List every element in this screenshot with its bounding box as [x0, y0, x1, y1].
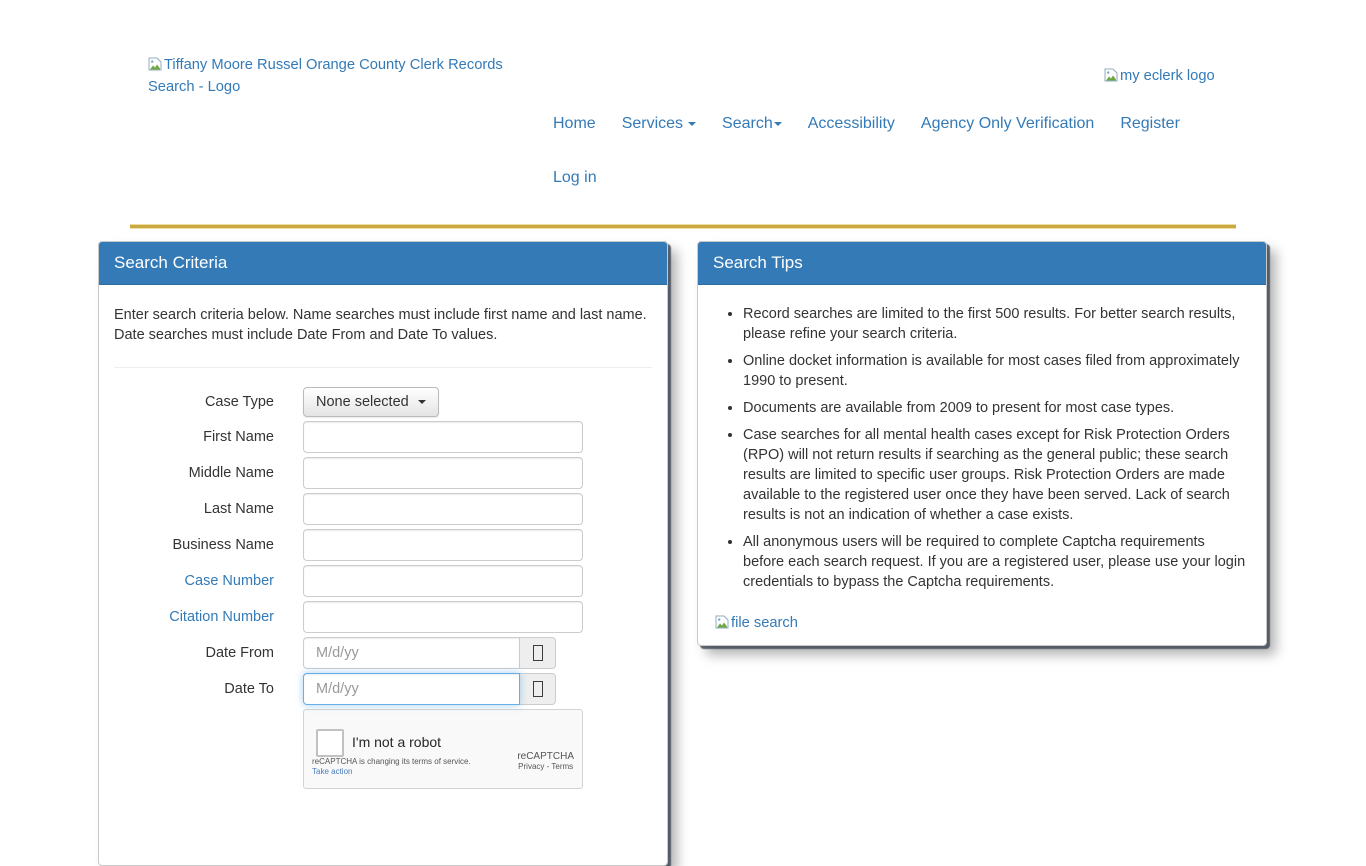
case-type-label: Case Type — [204, 394, 274, 410]
recaptcha-widget — [303, 709, 583, 789]
nav-item-agency-only-verification[interactable]: Agency Only Verification — [920, 115, 1095, 132]
header-divider — [130, 225, 1236, 228]
case-type-dropdown[interactable]: None selected — [303, 387, 439, 417]
case-number-input[interactable] — [303, 565, 583, 597]
date-from-calendar-button[interactable] — [519, 637, 556, 669]
file-search-image — [715, 615, 798, 633]
search-criteria-panel — [98, 241, 668, 866]
broken-image-icon — [1104, 68, 1118, 86]
middle-name-input[interactable] — [303, 457, 583, 489]
broken-image-icon — [148, 57, 162, 77]
search-criteria-title: Search Criteria — [99, 242, 667, 285]
nav-item-home[interactable]: Home — [553, 115, 596, 132]
site-logo-link[interactable] — [148, 55, 548, 97]
nav-item-accessibility[interactable]: Accessibility — [807, 115, 895, 132]
chevron-down-icon — [688, 122, 696, 126]
first-name-label: First Name — [203, 429, 274, 445]
middle-name-label: Middle Name — [188, 465, 274, 481]
recaptcha-notice: reCAPTCHA is changing its terms of service. Take action — [312, 757, 471, 776]
calendar-icon — [533, 681, 543, 697]
chevron-down-icon — [774, 122, 782, 126]
last-name-input[interactable] — [303, 493, 583, 525]
business-name-label: Business Name — [172, 537, 274, 553]
eclerk-logo-link[interactable] — [1104, 68, 1215, 86]
recaptcha-label: I'm not a robot — [352, 734, 442, 750]
last-name-label: Last Name — [203, 501, 274, 517]
broken-image-icon — [715, 615, 729, 633]
recaptcha-privacy-terms[interactable]: Privacy - Terms — [518, 762, 574, 771]
nav-item-search[interactable]: Search — [709, 97, 795, 151]
business-name-input[interactable] — [303, 529, 583, 561]
divider — [114, 367, 652, 368]
date-to-calendar-button[interactable] — [519, 673, 556, 705]
date-from-label: Date From — [205, 645, 274, 661]
citation-number-input[interactable] — [303, 601, 583, 633]
date-to-input[interactable] — [303, 673, 520, 705]
nav-item-register[interactable]: Register — [1120, 115, 1180, 132]
search-tips-list — [713, 304, 1251, 592]
first-name-input[interactable] — [303, 421, 583, 453]
search-tips-panel — [697, 241, 1267, 646]
nav-item-log-in[interactable]: Log in — [553, 169, 597, 186]
tip-item: • Documents are available from 2009 to present for most case types. — [743, 398, 1247, 418]
nav-item-services[interactable]: Services — [609, 97, 709, 151]
tip-item: • Record searches are limited to the first 500 results. For better search results, please refine your search criteria. — [743, 304, 1247, 344]
tip-item: • Online docket information is available for most cases filed from approximately 1990 to present. — [743, 351, 1247, 391]
case-number-label[interactable]: Case Number — [184, 573, 274, 589]
date-from-input[interactable] — [303, 637, 520, 669]
main-nav — [540, 97, 1240, 205]
tip-item: • Case searches for all mental health cases except for Risk Protection Orders (RPO) will not return results if searching as the general public; these search results are limited to specific user groups. Risk Protection Orders are made available to the registered user once they have been served. Lack of search results is not an indication of whether a case exists. — [743, 425, 1247, 525]
eclerk-logo-alt-text: my eclerk logo — [1120, 68, 1215, 84]
chevron-down-icon — [418, 400, 426, 404]
site-logo-alt-text: Tiffany Moore Russel Orange County Clerk Records Search - Logo — [148, 57, 503, 95]
tip-item: • All anonymous users will be required to complete Captcha requirements before each search request. If you are a registered user, please use your login credentials to bypass the Captcha requirements. — [743, 532, 1247, 592]
recaptcha-checkbox[interactable] — [316, 729, 344, 757]
file-search-alt-text: file search — [731, 615, 798, 631]
date-to-label: Date To — [224, 681, 274, 697]
calendar-icon — [533, 645, 543, 661]
search-tips-title: Search Tips — [698, 242, 1266, 285]
recaptcha-brand: reCAPTCHA Privacy - Terms — [517, 751, 574, 771]
recaptcha-notice-link[interactable]: Take action — [312, 767, 353, 776]
search-criteria-intro: Enter search criteria below. Name searches must include first name and last name. Date searches must include Date From and Date To values. — [114, 307, 647, 343]
citation-number-label[interactable]: Citation Number — [169, 609, 274, 625]
